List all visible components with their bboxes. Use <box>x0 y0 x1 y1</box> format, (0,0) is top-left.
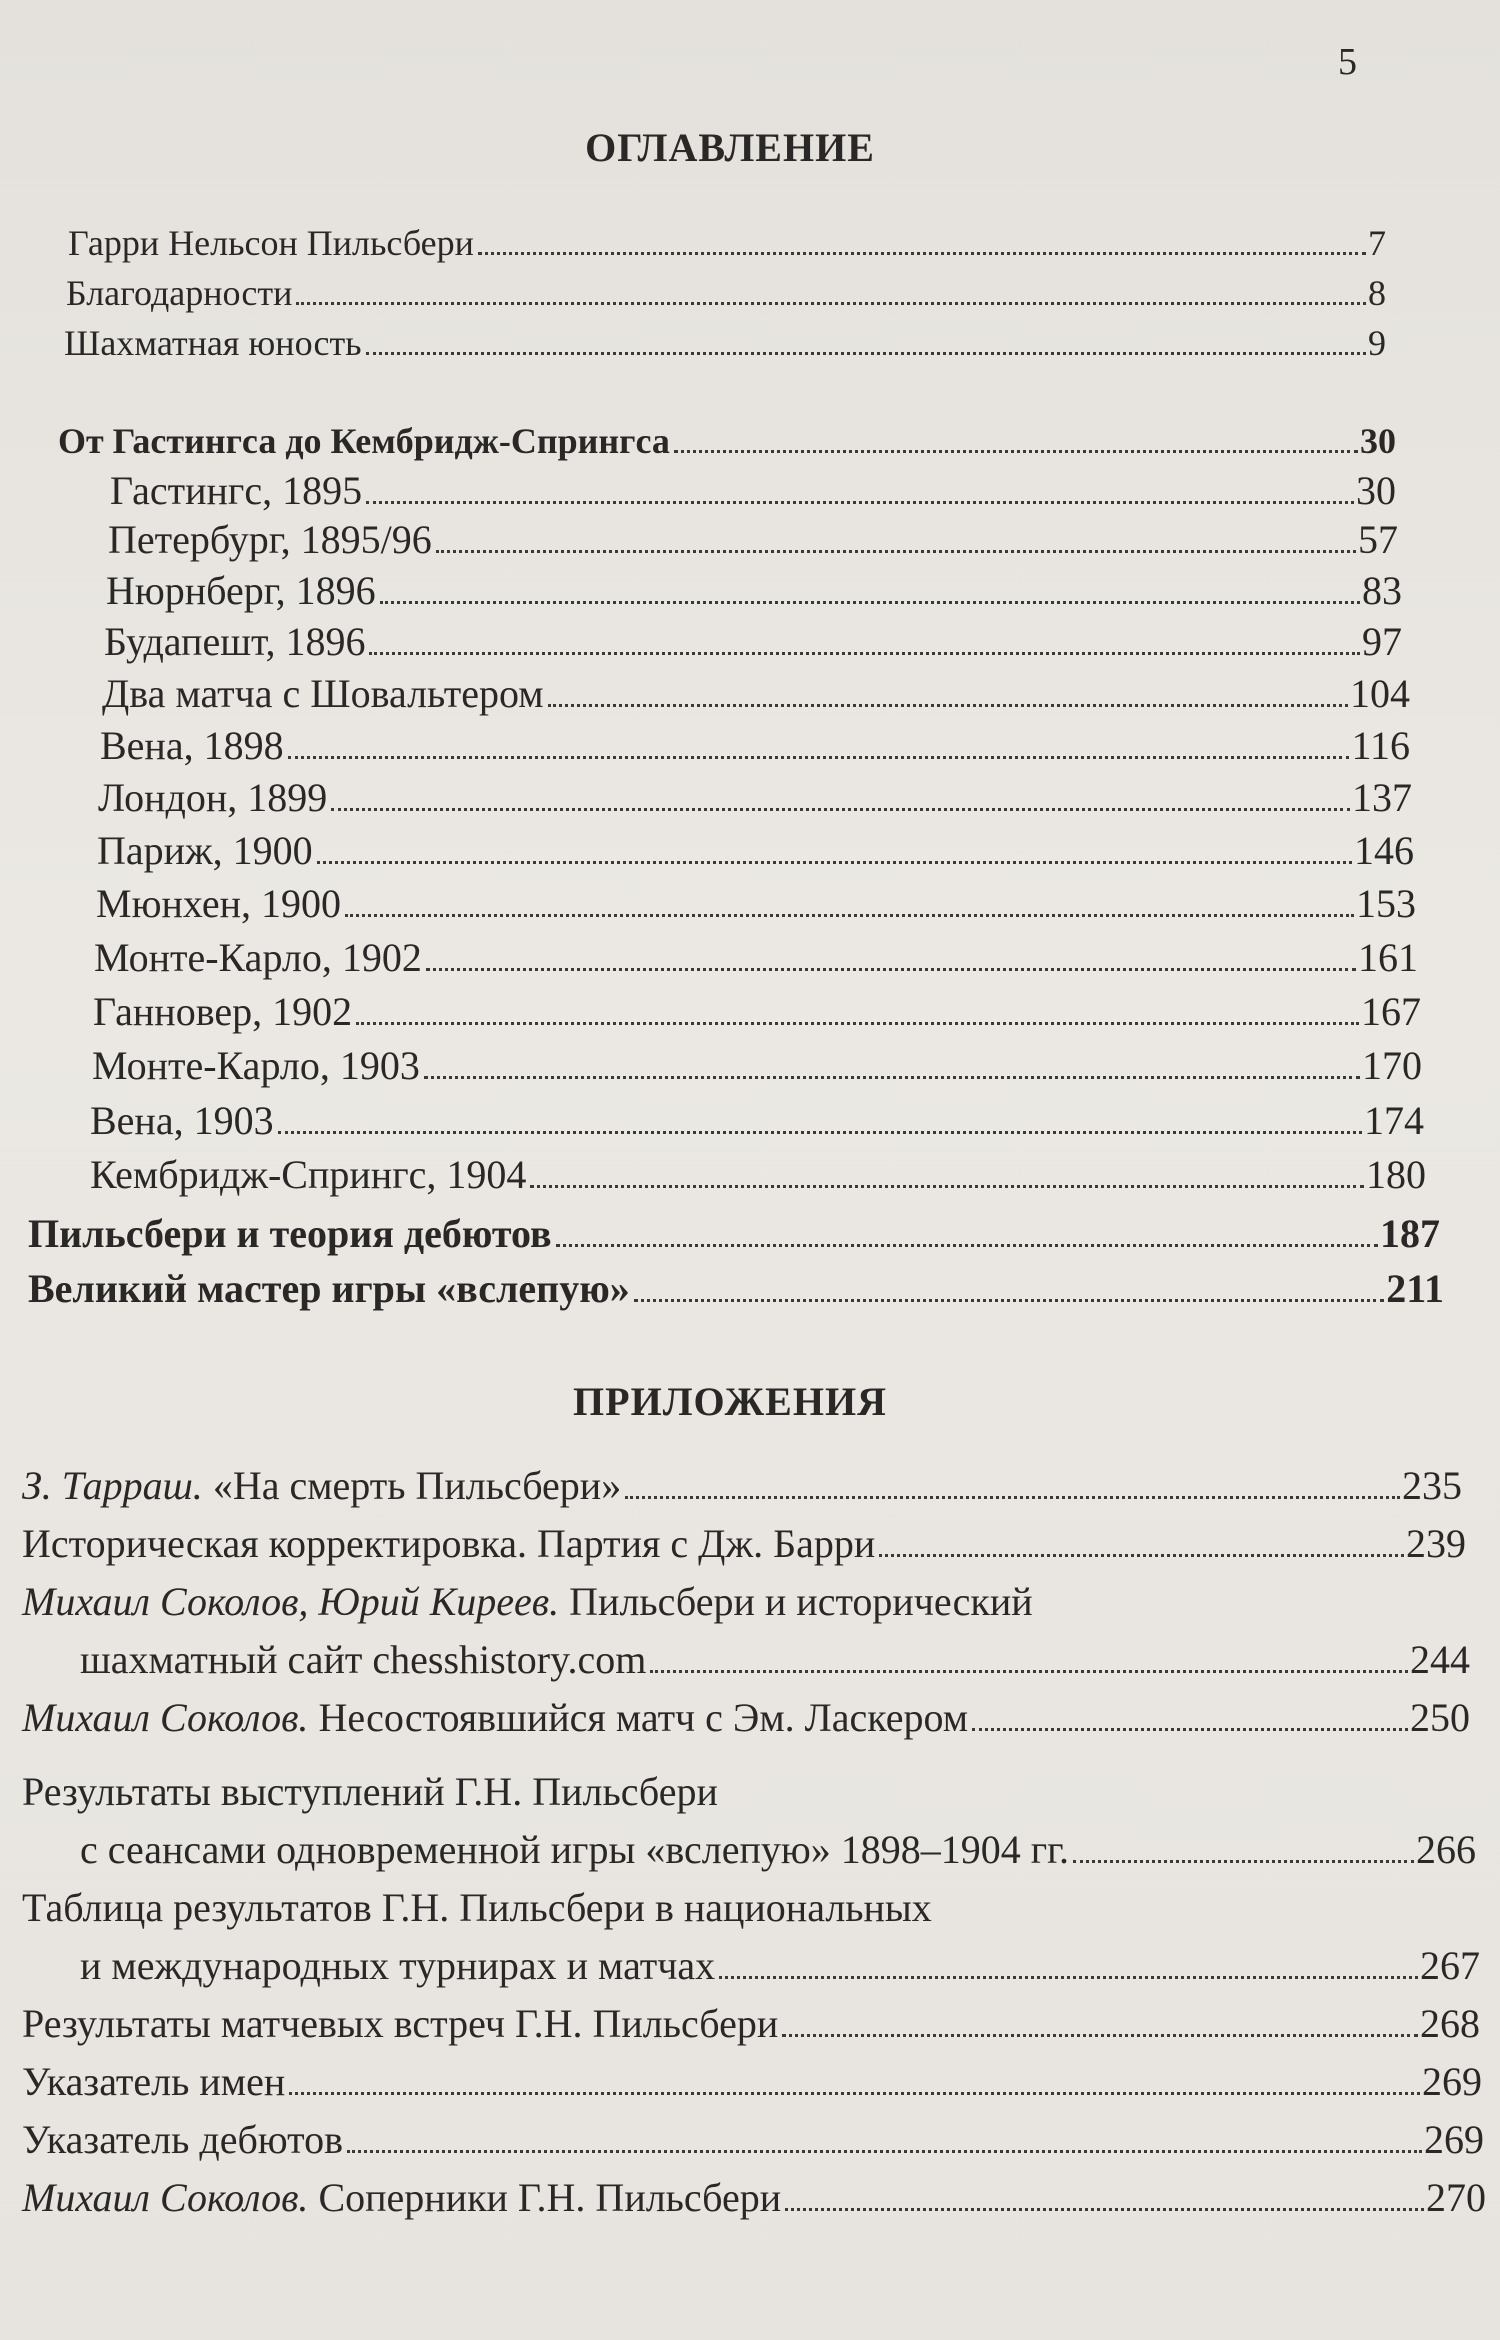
toc-entry <box>93 988 1421 1035</box>
toc-entry <box>102 670 1410 717</box>
appendix-author: Михаил Соколов. <box>22 1695 309 1740</box>
toc-entry-page: 30 <box>1356 468 1396 513</box>
toc-entry-title: Шахматная юность <box>64 323 362 363</box>
dot-leader <box>782 2034 1418 2037</box>
toc-entry-title: Париж, 1900 <box>97 828 313 873</box>
appendix-page: 268 <box>1420 2001 1480 2046</box>
appendix-page: 250 <box>1410 1695 1470 1740</box>
toc-entry-title: Вена, 1903 <box>90 1098 274 1143</box>
appendix-heading: ПРИЛОЖЕНИЯ <box>573 1379 887 1424</box>
appendix-entry <box>22 2000 1480 2047</box>
toc-entry-title: Пильсбери и теория дебютов <box>28 1211 552 1256</box>
dot-leader <box>366 352 1366 355</box>
toc-entry-title: Монте-Карло, 1902 <box>94 935 422 980</box>
toc-entry-title: Мюнхен, 1900 <box>96 881 342 926</box>
toc-entry-page: 137 <box>1352 775 1412 820</box>
toc-entry-title: Будапешт, 1896 <box>104 619 366 664</box>
appendix-entry-first-line: Результаты выступлений Г.Н. Пильсбери <box>22 1769 718 1814</box>
appendix-entry <box>22 1694 1470 1741</box>
toc-entry <box>92 1042 1422 1089</box>
appendix-title-cont: и международных турнирах и матчах <box>80 1943 716 1988</box>
toc-entry-page: 116 <box>1351 723 1410 768</box>
toc-entry-page: 187 <box>1380 1211 1440 1256</box>
toc-entry <box>98 774 1412 821</box>
toc-entry-title: Вена, 1898 <box>100 723 284 768</box>
dot-leader <box>674 450 1358 453</box>
appendix-entry <box>22 1520 1466 1567</box>
dot-leader <box>369 652 1360 655</box>
toc-entry-page: 30 <box>1360 421 1396 461</box>
toc-entry-page: 153 <box>1356 881 1416 926</box>
appendix-title: Результаты матчевых встреч Г.Н. Пильсбери <box>22 2001 779 2046</box>
toc-entry-page: 180 <box>1366 1152 1426 1197</box>
toc-entry-page: 97 <box>1362 619 1402 664</box>
appendix-entry <box>80 1636 1470 1683</box>
toc-entry-title: Ганновер, 1902 <box>93 989 353 1034</box>
toc-entry <box>100 722 1410 769</box>
appendix-title: Соперники Г.Н. Пильсбери <box>318 2175 782 2220</box>
dot-leader <box>478 252 1366 255</box>
toc-entry-title: Кембридж-Спрингс, 1904 <box>90 1152 527 1197</box>
appendix-page: 235 <box>1402 1463 1462 1508</box>
appendix-title: Историческая корректировка. Партия с Дж. Барри <box>22 1521 876 1566</box>
toc-entry <box>90 1097 1424 1144</box>
dot-leader <box>719 1976 1418 1979</box>
toc-entry-title: Нюрнберг, 1896 <box>106 568 376 613</box>
dot-leader <box>296 302 1366 305</box>
toc-entry-page: 7 <box>1368 223 1386 263</box>
contents-heading: ОГЛАВЛЕНИЕ <box>585 125 875 170</box>
appendix-page: 244 <box>1410 1637 1470 1682</box>
toc-entry-title: Лондон, 1899 <box>98 775 328 820</box>
appendix-author: Михаил Соколов. <box>22 2175 309 2220</box>
toc-entry <box>94 934 1418 981</box>
dot-leader <box>380 601 1360 604</box>
appendix-entry-first-line: Таблица результатов Г.Н. Пильсбери в национальных <box>22 1885 932 1930</box>
dot-leader <box>366 501 1354 504</box>
dot-leader <box>288 756 1350 759</box>
toc-entry <box>97 827 1414 874</box>
dot-leader <box>289 2092 1420 2095</box>
toc-entry <box>68 222 1386 264</box>
toc-entry-title: Монте-Карло, 1903 <box>92 1043 420 1088</box>
dot-leader <box>625 1496 1400 1499</box>
appendix-entry <box>22 2058 1482 2105</box>
toc-section <box>28 1265 1444 1312</box>
appendix-entry <box>22 2174 1486 2221</box>
dot-leader <box>650 1670 1408 1673</box>
toc-entry <box>106 567 1402 614</box>
appendix-title: Пильсбери и исторический <box>569 1579 1033 1624</box>
appendix-title-cont: шахматный сайт chesshistory.com <box>80 1637 647 1682</box>
appendix-entry <box>80 1826 1476 1873</box>
toc-entry <box>66 272 1386 314</box>
dot-leader <box>317 861 1352 864</box>
dot-leader <box>548 704 1348 707</box>
toc-entry <box>96 880 1416 927</box>
toc-entry-page: 170 <box>1362 1043 1422 1088</box>
toc-entry <box>108 516 1398 563</box>
toc-entry-title: Гарри Нельсон Пильсбери <box>68 223 474 263</box>
toc-entry-title: Благодарности <box>66 273 293 313</box>
toc-section <box>58 420 1396 462</box>
appendix-title: «На смерть Пильсбери» <box>212 1463 622 1508</box>
appendix-author: З. Тарраш. <box>22 1463 203 1508</box>
toc-entry-title: От Гастингса до Кембридж-Спрингса <box>58 421 670 461</box>
appendix-page: 269 <box>1424 2117 1484 2162</box>
toc-entry-page: 9 <box>1368 323 1386 363</box>
appendix-author: Михаил Соколов, Юрий Киреев. <box>22 1579 560 1624</box>
dot-leader <box>972 1728 1408 1731</box>
appendix-page: 269 <box>1422 2059 1482 2104</box>
toc-entry-page: 57 <box>1358 517 1398 562</box>
page-number: 5 <box>1338 41 1357 83</box>
dot-leader <box>1073 1860 1414 1863</box>
appendix-entry-first-line <box>22 1578 1033 1625</box>
toc-entry <box>64 322 1386 364</box>
toc-entry-title: Великий мастер игры «вслепую» <box>28 1266 630 1311</box>
dot-leader <box>556 1244 1378 1247</box>
dot-leader <box>634 1299 1384 1302</box>
appendix-title: Несостоявшийся матч с Эм. Ласкером <box>318 1695 969 1740</box>
toc-entry-title: Петербург, 1895/96 <box>108 517 432 562</box>
dot-leader <box>436 550 1356 553</box>
appendix-entry <box>80 1942 1480 1989</box>
toc-entry-page: 146 <box>1354 828 1414 873</box>
toc-section <box>28 1210 1440 1257</box>
appendix-page: 270 <box>1426 2175 1486 2220</box>
appendix-page: 267 <box>1420 1943 1480 1988</box>
toc-entry-page: 161 <box>1358 935 1418 980</box>
toc-entry <box>104 618 1402 665</box>
toc-entry-page: 104 <box>1350 671 1410 716</box>
dot-leader <box>879 1554 1404 1557</box>
dot-leader <box>426 968 1356 971</box>
dot-leader <box>424 1076 1360 1079</box>
toc-entry-page: 83 <box>1362 568 1402 613</box>
dot-leader <box>331 808 1350 811</box>
toc-entry-page: 167 <box>1361 989 1421 1034</box>
toc-entry <box>90 1151 1426 1198</box>
toc-entry-title: Гастингс, 1895 <box>110 468 363 513</box>
dot-leader <box>345 914 1354 917</box>
appendix-entry <box>22 2116 1484 2163</box>
toc-entry-title: Два матча с Шовальтером <box>102 671 544 716</box>
appendix-title: Указатель имен <box>22 2059 286 2104</box>
toc-entry-page: 174 <box>1364 1098 1424 1143</box>
appendix-entry <box>22 1462 1462 1509</box>
toc-entry-page: 8 <box>1368 273 1386 313</box>
toc-entry-page: 211 <box>1386 1266 1444 1311</box>
appendix-title-cont: с сеансами одновременной игры «вслепую» 1898–1904 гг. <box>80 1827 1070 1872</box>
appendix-page: 239 <box>1406 1521 1466 1566</box>
appendix-title: Указатель дебютов <box>22 2117 343 2162</box>
appendix-page: 266 <box>1416 1827 1476 1872</box>
dot-leader <box>278 1131 1362 1134</box>
dot-leader <box>356 1022 1359 1025</box>
dot-leader <box>785 2208 1424 2211</box>
dot-leader <box>530 1185 1364 1188</box>
dot-leader <box>347 2150 1422 2153</box>
toc-entry <box>110 467 1396 514</box>
